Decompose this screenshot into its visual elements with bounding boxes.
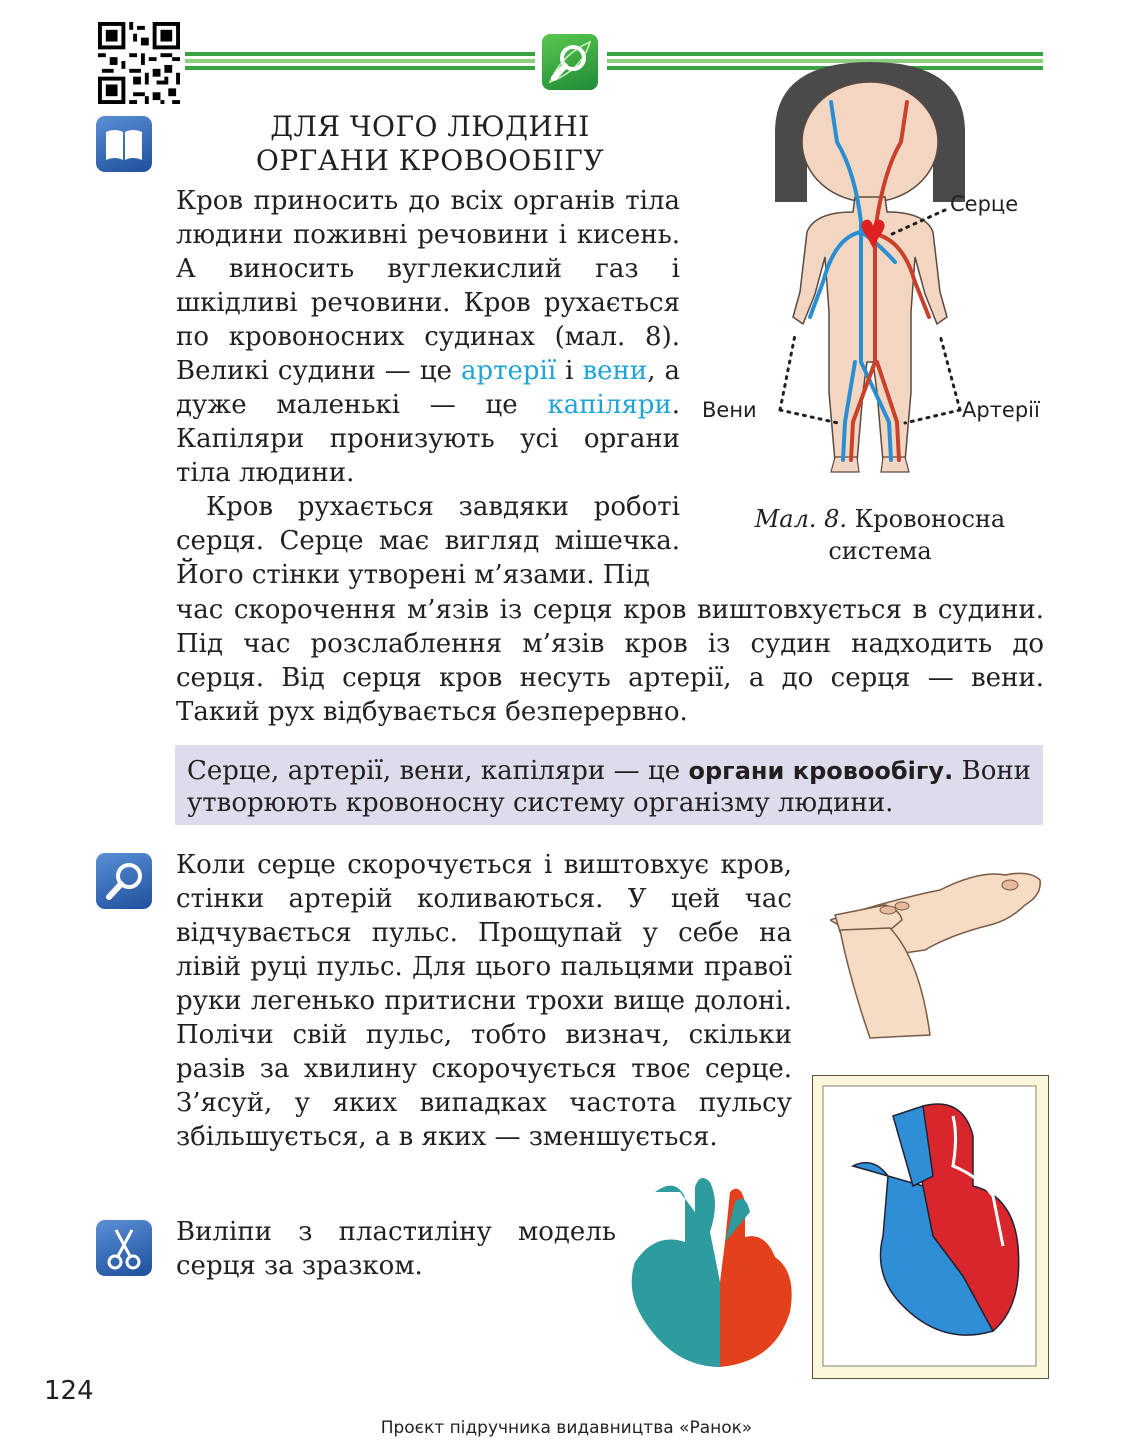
- caption-number: Мал. 8.: [754, 505, 848, 533]
- qr-code[interactable]: [98, 22, 180, 104]
- definition-box: [175, 745, 1043, 825]
- hand-pulse-illustration: [830, 860, 1045, 1040]
- rule-text-a: Серце, артерії, вени, капіляри — це: [187, 756, 689, 786]
- rule-term: органи кровообігу.: [688, 757, 954, 785]
- term-capillaries: капіляри: [547, 390, 672, 420]
- term-arteries: артерії: [460, 356, 557, 386]
- intro-paragraph-2: Кров рухається завдяки роботі серця. Серце має вигляд мішечка. Його стінки утворені м’язами. Під: [176, 492, 680, 590]
- header-line-left-bottom: [185, 66, 535, 70]
- heart-diagram-illustration: [812, 1075, 1049, 1379]
- magnifier-leaf-icon: [542, 34, 598, 90]
- label-veins: Вени: [702, 398, 757, 422]
- task-plasticine-text: Виліпи з пластиліну модель серця за зразком.: [176, 1217, 616, 1281]
- intro-paragraph-2-continued: час скорочення м’язів із серця кров виштовхується в судини. Під час розслаблення м’язів кров із судин надходить до серця. Від серця кров несуть артерії, а до серця — вени. Такий рух відбувається безперервно.: [176, 595, 1044, 727]
- figure-caption: [735, 503, 1025, 567]
- intro-text-c: , а дуже маленькі — це: [176, 356, 680, 420]
- intro-text-b: і: [556, 356, 583, 386]
- book-icon: [96, 116, 152, 172]
- header-line-right: [607, 52, 1043, 56]
- task-pulse-text: Коли серце скорочується і виштовхує кров, стінки артерій коливаються. У цей час відчувається пульс. Прощупай у себе на лівій руці пульс. Для цього пальцями правої руки легенько притисни трохи вище долоні. Полічи свій пульс, тобто визнач, скільки разів за хвилину скорочується твоє серце. З’ясуй, у яких випадках частота пульсу збільшується, а в яких — зменшується.: [176, 850, 792, 1152]
- intro-text-a: Кров приносить до всіх органів тіла людини поживні речовини і кисень. А виносить вуглекислий газ і шкідливі речовини. Кров рухається по кровоносних судинах (мал. 8). Великі судини — це: [176, 186, 680, 386]
- caption-text: Кровоносна: [854, 505, 1006, 533]
- magnifier-icon: [96, 853, 152, 909]
- scissors-icon: [96, 1220, 152, 1276]
- label-heart: Серце: [950, 192, 1019, 216]
- caption-text-2: система: [828, 537, 932, 565]
- intro-paragraph-1: [176, 184, 680, 592]
- section-title: [200, 110, 660, 178]
- label-arteries: Артерії: [962, 398, 1040, 422]
- page-number: 124: [44, 1376, 94, 1406]
- header-line-left-light: [185, 59, 535, 63]
- figure-pointers: [770, 195, 970, 435]
- footer-publisher: Проєкт підручника видавництва «Ранок»: [380, 1418, 753, 1438]
- plasticine-heart-illustration: [625, 1172, 795, 1372]
- term-veins: вени: [582, 356, 648, 386]
- rule-text-b: Вони утворюють кровоносну систему організму людини.: [187, 756, 1032, 818]
- title-line-1: ДЛЯ ЧОГО ЛЮДИНІ: [270, 110, 590, 143]
- header-line-left: [185, 52, 535, 56]
- title-line-2: ОРГАНИ КРОВООБІГУ: [255, 144, 605, 177]
- intro-text-d: . Капіляри пронизують усі органи тіла людини.: [176, 390, 680, 488]
